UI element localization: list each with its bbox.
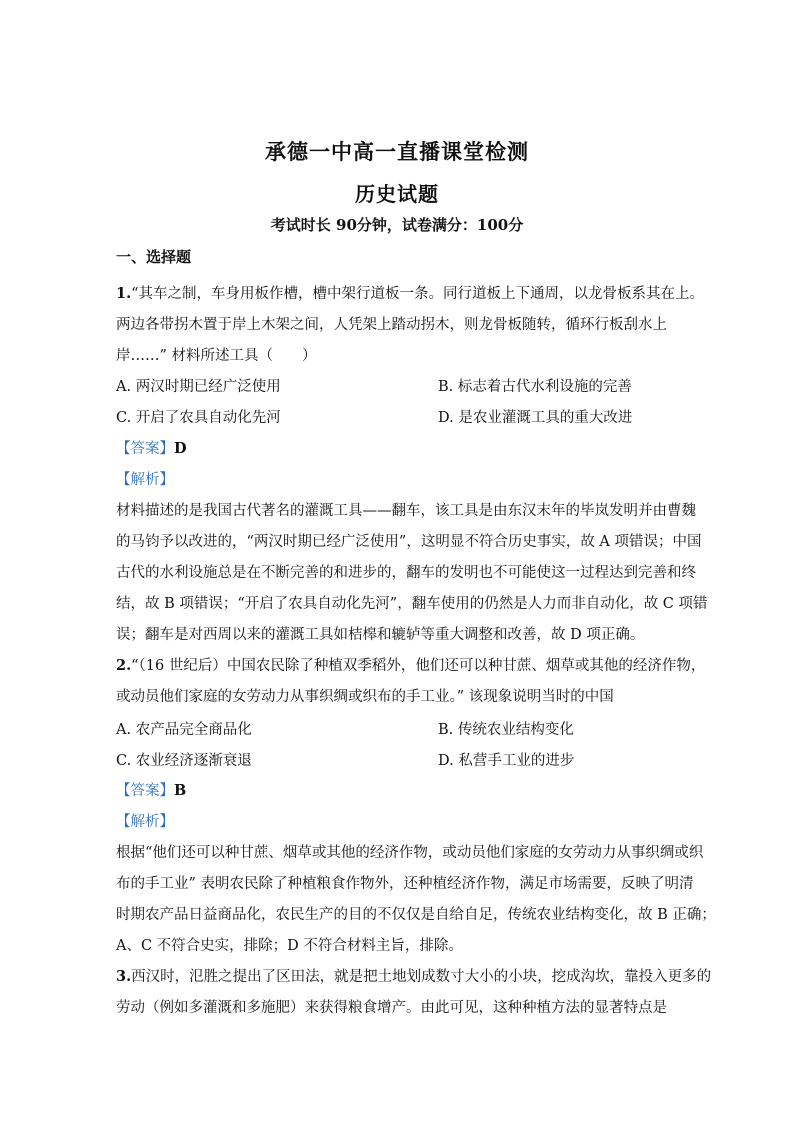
q1-analysis-3: 古代的水利设施总是在不断完善的和进步的，翻车的发明也不可能使这一过程达到完善和终 xyxy=(116,565,696,581)
q1-line-3: 岸……” 材料所述工具（ ） xyxy=(116,348,317,364)
q2-analysis-label-text: 【解析】 xyxy=(116,814,174,830)
q2-answer-value: B xyxy=(174,782,187,799)
q3-line-1 xyxy=(116,965,712,986)
q2-line-1 xyxy=(116,654,706,675)
section-heading: 一、选择题 xyxy=(116,248,192,266)
q1-line-2: 两边各带拐木置于岸上木架之间，人凭架上踏动拐木，则龙骨板随转，循环行板刮水上 xyxy=(116,317,667,333)
q1-analysis-2: 的马钧予以改进的，“两汉时期已经广泛使用”，这明显不符合历史事实，故 A 项错误；中国 xyxy=(116,534,702,550)
q2-option-d: D. 私营手工业的进步 xyxy=(438,753,575,769)
q2-text-1: “（16 世纪后）中国农民除了种植双季稻外，他们还可以种甘蔗、烟草或其他的经济作物， xyxy=(131,658,706,674)
q2-analysis-4: A、C 不符合史实，排除；D 不符合材料主旨，排除。 xyxy=(116,938,463,954)
exam-info: 考试时长 90分钟，试卷满分：100分 xyxy=(270,216,524,234)
q2-number: 2. xyxy=(116,657,132,674)
q2-analysis-1: 根据“他们还可以种甘蔗、烟草或其他的经济作物，或动员他们家庭的女劳动力从事织绸或织 xyxy=(116,845,704,861)
q1-answer xyxy=(116,437,187,458)
q1-option-b: B. 标志着古代水利设施的完善 xyxy=(438,379,632,395)
q1-answer-value: D xyxy=(174,440,187,457)
q2-option-b: B. 传统农业结构变化 xyxy=(438,722,574,738)
exam-title: 承德一中高一直播课堂检测 xyxy=(265,139,529,164)
q3-text-1: 西汉时，氾胜之提出了区田法，就是把土地划成数寸大小的小块，挖成沟坎，靠投入更多的 xyxy=(131,969,712,985)
q2-analysis-label xyxy=(116,810,174,831)
exam-subject: 历史试题 xyxy=(355,182,439,206)
q2-analysis-2: 布的手工业” 表明农民除了种植粮食作物外，还种植经济作物，满足市场需要，反映了明清 xyxy=(116,876,694,892)
q2-analysis-3: 时期农产品日益商品化，农民生产的目的不仅仅是自给自足，传统农业结构变化，故 B 正确； xyxy=(116,907,716,923)
q1-analysis-5: 误；翻车是对西周以来的灌溉工具如桔槔和辘轳等重大调整和改善，故 D 项正确。 xyxy=(116,627,645,643)
q1-option-a: A. 两汉时期已经广泛使用 xyxy=(116,379,281,395)
q1-analysis-1: 材料描述的是我国古代著名的灌溉工具——翻车，该工具是由东汉末年的毕岚发明并由曹魏 xyxy=(116,503,696,519)
q1-analysis-4: 结，故 B 项错误；“开启了农具自动化先河”，翻车使用的仍然是人力而非自动化，故 C 项错 xyxy=(116,596,708,612)
q1-text-1: “其车之制，车身用板作槽，槽中架行道板一条。同行道板上下通周，以龙骨板系其在上。 xyxy=(131,286,705,302)
q1-number: 1. xyxy=(116,285,132,302)
q1-option-d: D. 是农业灌溉工具的重大改进 xyxy=(438,410,633,426)
q1-line-1 xyxy=(116,282,705,303)
q1-answer-label: 【答案】 xyxy=(116,441,174,457)
q1-analysis-label xyxy=(116,468,174,489)
q2-answer xyxy=(116,779,186,800)
q1-option-c: C. 开启了农具自动化先河 xyxy=(116,410,281,426)
q2-option-a: A. 农产品完全商品化 xyxy=(116,722,252,738)
q2-answer-label: 【答案】 xyxy=(116,783,174,799)
q3-number: 3. xyxy=(116,968,132,985)
q3-line-2: 劳动（例如多灌溉和多施肥）来获得粮食增产。由此可见，这种种植方法的显著特点是 xyxy=(116,1000,667,1016)
q2-line-2: 或动员他们家庭的女劳动力从事织绸或织布的手工业。” 该现象说明当时的中国 xyxy=(116,689,614,705)
q1-analysis-label-text: 【解析】 xyxy=(116,472,174,488)
q2-option-c: C. 农业经济逐渐衰退 xyxy=(116,753,252,769)
